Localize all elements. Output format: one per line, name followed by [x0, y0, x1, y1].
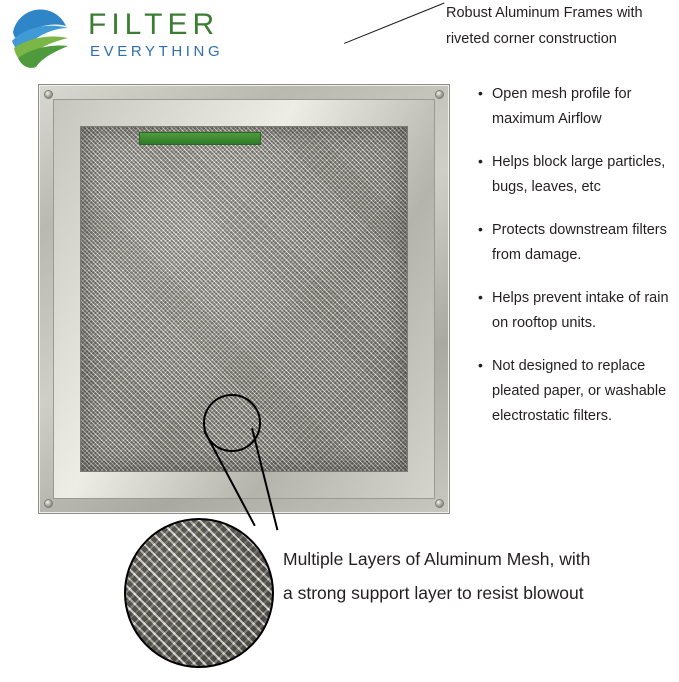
logo-word-filter: FILTER: [88, 8, 220, 41]
list-item: • Not designed to replace pleated paper, or washable electrostatic filters.: [478, 354, 679, 429]
mesh-closeup-magnifier: [124, 518, 274, 668]
logo-wordmark: [88, 8, 308, 62]
globe-swoosh-logo-icon: [8, 8, 72, 72]
brand-logo: [8, 4, 308, 76]
aluminum-mesh-air-filter-photo: [38, 84, 450, 514]
corner-rivet-icon: [435, 499, 444, 508]
frame-annotation-leader-line: [344, 3, 445, 44]
feature-bullet-list: [478, 82, 679, 447]
list-item: • Helps block large particles, bugs, leaves, etc: [478, 150, 679, 200]
filter-aluminum-frame: [38, 84, 450, 514]
corner-rivet-icon: [44, 90, 53, 99]
logo-word-everything: EVERYTHING: [90, 43, 224, 60]
corner-rivet-icon: [435, 90, 444, 99]
list-item: • Open mesh profile for maximum Airflow: [478, 82, 679, 132]
list-item: • Helps prevent intake of rain on rooftop units.: [478, 286, 679, 336]
frame-annotation-text: Robust Aluminum Frames with riveted corner construction: [446, 5, 643, 47]
mesh-closeup-caption: Multiple Layers of Aluminum Mesh, with a strong support layer to resist blowout: [283, 549, 591, 603]
corner-rivet-icon: [44, 499, 53, 508]
filter-label-sticker: [139, 132, 261, 145]
list-item: • Protects downstream filters from damage.: [478, 218, 679, 268]
